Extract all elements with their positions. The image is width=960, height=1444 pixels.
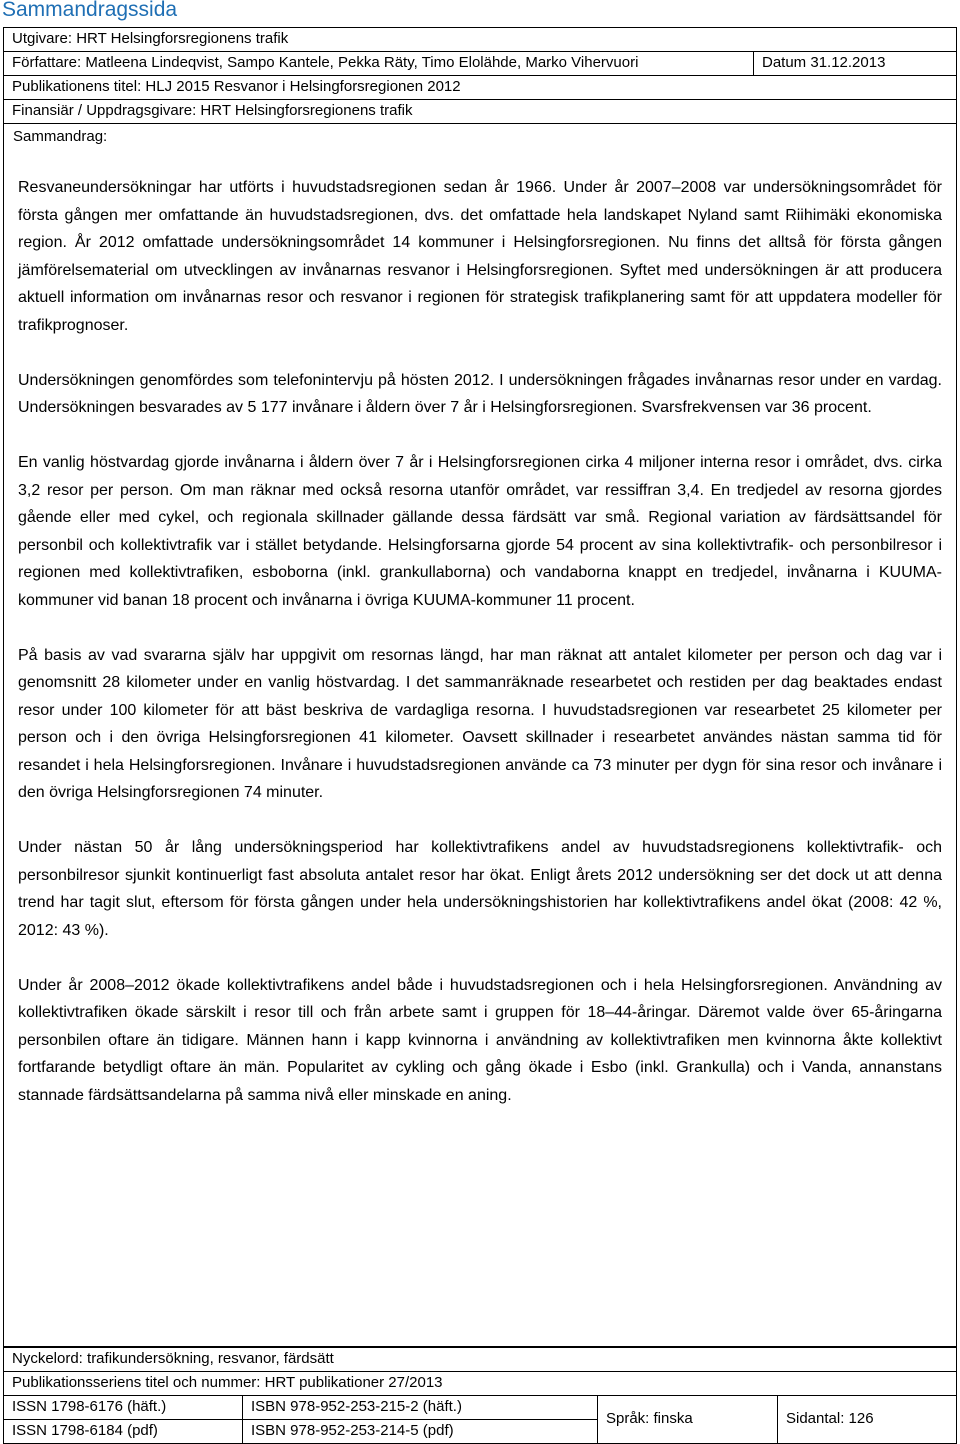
date-cell: Datum 31.12.2013 (754, 52, 957, 76)
publisher-cell: Utgivare: HRT Helsingforsregionens trafik (4, 28, 957, 52)
summary-paragraph: En vanlig höstvardag gjorde invånarna i åldern över 7 år i Helsingforsregionen cirka 4 miljoner interna resor i området, dvs. cirka 3,2 resor per person. Om man räknar med också resorna utanför området, var ressiffran 3,4. En tredjedel av resorna gjordes gående eller med cykel, och regionala skillnader gällande dessa färdsätt var små. Regional variation av färdsättsandel för personbil och kollektivtrafik var i stället betydande. Helsingforsarna gjorde 54 procent av sina kollektivtrafik- och personbilresor i regionen med kollektivtrafiken, esboborna (inkl. grankullaborna) och vandaborna knappt en tredjedel, invånarna i KUUMA-kommuner vid banan 18 procent och invånarna i övriga KUUMA-kommuner 11 procent. (18, 454, 942, 609)
publication-title-cell: Publikationens titel: HLJ 2015 Resvanor i Helsingforsregionen 2012 (4, 76, 957, 100)
summary-paragraph: Under år 2008–2012 ökade kollektivtrafikens andel både i huvudstadsregionen och i hela Helsingforsregionen. Användning av kollektivtrafiken ökade särskilt i resor till och från arbete samt i gruppen för 18–44-åringar. Däremot valde över 65-åringarna personbilen oftare än tidigare. Männen hann i kapp kvinnorna i användning av kollektivtrafiken men kvinnorna åkte kollektivt fortfarande betydligt oftare än män. Popularitet av cykling och gång ökade i Esbo (inkl. Grankulla) och i Vanda, annanstans stannade färdsättsandelarna på samma nivå eller minskade en aning. (18, 976, 942, 1104)
authors-cell: Författare: Matleena Lindeqvist, Sampo Kantele, Pekka Räty, Timo Elolähde, Marko Vihervuori (4, 52, 754, 76)
page-title: Sammandragssida (2, 0, 178, 21)
keywords-cell: Nyckelord: trafikundersökning, resvanor, färdsätt (4, 1348, 957, 1372)
summary-paragraph: Resvaneundersökningar har utförts i huvudstadsregionen sedan år 1966. Under år 2007–2008 var undersökningsområdet för första gången mer omfattande än huvudstadsregionen, dvs. det omfattade hela landskapet Nyland samt Riihimäki ekonomiska region. År 2012 omfattade undersökningsområdet 14 kommuner i Helsingforsregionen. Nu finns det alltså för första gången jämförelsematerial om utvecklingen av invånarnas resvanor i Helsingforsregionen. Syftet med undersökningen är att producera aktuell information om invånarnas resor och resvanor i regionen för strategisk trafikplanering samt för att uppdatera modeller för trafikprognoser. (18, 179, 942, 334)
issn-print-cell: ISSN 1798-6176 (häft.) (4, 1396, 243, 1420)
summary-label: Sammandrag: (13, 128, 108, 145)
isbn-print-cell: ISBN 978-952-253-215-2 (häft.) (243, 1396, 598, 1420)
series-cell: Publikationsseriens titel och nummer: HRT publikationer 27/2013 (4, 1372, 957, 1396)
financier-cell: Finansiär / Uppdragsgivare: HRT Helsingforsregionens trafik (4, 100, 957, 124)
issn-pdf-cell: ISSN 1798-6184 (pdf) (4, 1420, 243, 1444)
isbn-pdf-cell: ISBN 978-952-253-214-5 (pdf) (243, 1420, 598, 1444)
pages-cell: Sidantal: 126 (778, 1396, 957, 1444)
publication-info-table (3, 1347, 957, 1444)
summary-paragraph: Undersökningen genomfördes som telefonintervju på hösten 2012. I undersökningen frågades invånarnas resor under en vardag. Undersökningen besvarades av 5 177 invånare i åldern över 7 år i Helsingforsregionen. Svarsfrekvensen var 36 procent. (18, 371, 942, 416)
summary-body (18, 174, 942, 1137)
summary-paragraph: Under nästan 50 år lång undersökningsperiod har kollektivtrafikens andel av huvudstadsregionens kollektivtrafik- och personbilresor sjunkit kontinuerligt fast absoluta antalet resor har ökat. Enligt årets 2012 undersökning ser det dock ut att denna trend har tagit slut, eftersom för första gången under hela undersökningshistorien har kollektivtrafikens andel ökat (2008: 42 %, 2012: 43 %). (18, 839, 942, 939)
summary-paragraph: På basis av vad svararna själv har uppgivit om resornas längd, har man räknat att antalet kilometer per person och dag var i genomsnitt 28 kilometer under en vanlig höstvardag. I det sammanräknade researbetet och restiden per dag beaktades endast resor under 100 kilometer för att bäst beskriva de vardagliga resorna. I huvudstadsregionen var researbetet 25 kilometer per person och i den övriga Helsingforsregionen 41 kilometer. Oavsett skillnader i researbetet användes nästan samma tid för resandet i hela Helsingforsregionen. Invånare i huvudstadsregionen använde ca 73 minuter per dygn för sina resor och invånare i den övriga Helsingforsregionen 74 minuter. (18, 646, 942, 801)
language-cell: Språk: finska (598, 1396, 778, 1444)
